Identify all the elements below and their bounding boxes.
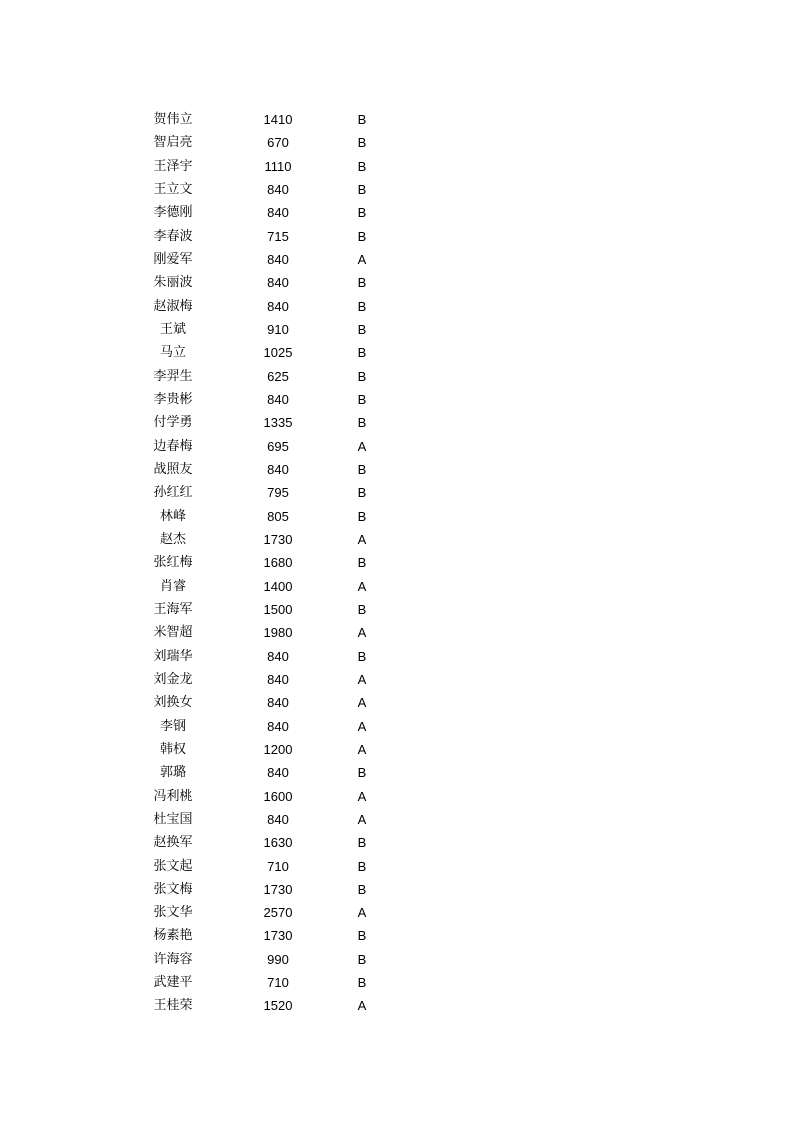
table-row <box>0 318 793 341</box>
amount-cell: 1980 <box>263 625 293 641</box>
amount-cell: 1520 <box>263 998 293 1014</box>
amount-cell: 795 <box>267 485 289 501</box>
table-row <box>0 761 793 784</box>
grade-cell: B <box>357 321 367 337</box>
table-row <box>0 785 793 808</box>
grade-cell: B <box>357 835 367 851</box>
name-cell: 杜宝国 <box>153 811 193 827</box>
table-row <box>0 435 793 458</box>
grade-cell: A <box>357 625 367 641</box>
name-cell: 智启亮 <box>153 135 193 151</box>
grade-cell: B <box>357 228 367 244</box>
table-row <box>0 505 793 528</box>
amount-cell: 1110 <box>264 158 292 174</box>
name-cell: 朱丽波 <box>153 275 193 291</box>
amount-cell: 840 <box>267 765 289 781</box>
name-cell: 王泽宇 <box>153 158 193 174</box>
name-cell: 冯利桃 <box>153 788 193 804</box>
table-row <box>0 295 793 318</box>
name-cell: 王海军 <box>153 601 193 617</box>
table-row <box>0 248 793 271</box>
amount-cell: 910 <box>267 321 289 337</box>
name-cell: 张文华 <box>153 905 193 921</box>
amount-cell: 1680 <box>263 555 293 571</box>
table-row <box>0 551 793 574</box>
table-row <box>0 831 793 854</box>
amount-cell: 840 <box>267 181 289 197</box>
amount-cell: 1335 <box>263 415 293 431</box>
grade-cell: A <box>357 718 367 734</box>
grade-cell: B <box>357 205 367 221</box>
grade-cell: B <box>357 555 367 571</box>
amount-cell: 840 <box>267 648 289 664</box>
name-cell: 付学勇 <box>153 415 193 431</box>
amount-cell: 1730 <box>263 928 293 944</box>
grade-cell: B <box>357 858 367 874</box>
name-cell: 许海容 <box>153 951 193 967</box>
table-row <box>0 365 793 388</box>
name-cell: 李德刚 <box>153 205 193 221</box>
grade-cell: B <box>357 112 367 127</box>
name-cell: 赵杰 <box>159 531 186 547</box>
table-row <box>0 598 793 621</box>
name-cell: 张文起 <box>153 858 193 874</box>
table-row <box>0 528 793 551</box>
table-row <box>0 108 793 131</box>
amount-cell: 840 <box>267 811 289 827</box>
name-cell: 张红梅 <box>153 555 193 571</box>
amount-cell: 1630 <box>263 835 293 851</box>
name-cell: 林峰 <box>159 508 186 524</box>
grade-cell: A <box>357 578 367 594</box>
amount-cell: 1400 <box>263 578 293 594</box>
table-row <box>0 878 793 901</box>
table-row <box>0 901 793 924</box>
amount-cell: 1025 <box>263 345 293 361</box>
grade-cell: B <box>357 415 367 431</box>
amount-cell: 695 <box>267 438 289 454</box>
grade-cell: B <box>357 368 367 384</box>
name-cell: 米智超 <box>153 625 193 641</box>
table-row <box>0 201 793 224</box>
grade-cell: B <box>357 485 367 501</box>
table-row <box>0 481 793 504</box>
grade-cell: A <box>357 531 367 547</box>
name-cell: 孙红红 <box>153 485 193 501</box>
name-cell: 刚爱军 <box>153 251 193 267</box>
amount-cell: 840 <box>267 718 289 734</box>
grade-cell: A <box>357 695 367 711</box>
amount-cell: 670 <box>267 135 289 151</box>
amount-cell: 1730 <box>263 881 293 897</box>
table-row <box>0 994 793 1017</box>
grade-cell: B <box>357 298 367 314</box>
amount-cell: 840 <box>267 251 289 267</box>
grade-cell: B <box>357 275 367 291</box>
name-cell: 马立 <box>159 345 186 361</box>
grade-cell: B <box>357 928 367 944</box>
grade-cell: A <box>357 811 367 827</box>
grade-cell: B <box>357 508 367 524</box>
amount-cell: 1410 <box>263 112 293 127</box>
name-cell: 张文梅 <box>153 881 193 897</box>
table-row <box>0 411 793 434</box>
amount-cell: 840 <box>267 391 289 407</box>
table-row <box>0 225 793 248</box>
name-cell: 李羿生 <box>153 368 193 384</box>
grade-cell: A <box>357 741 367 757</box>
name-cell: 王立文 <box>153 181 193 197</box>
name-cell: 李春波 <box>153 228 193 244</box>
table-row <box>0 621 793 644</box>
grade-cell: B <box>357 975 367 991</box>
grade-cell: B <box>357 648 367 664</box>
amount-cell: 840 <box>267 695 289 711</box>
amount-cell: 840 <box>267 298 289 314</box>
data-table <box>0 108 793 1018</box>
amount-cell: 1500 <box>263 601 293 617</box>
table-row <box>0 715 793 738</box>
grade-cell: B <box>357 765 367 781</box>
table-row <box>0 691 793 714</box>
table-row <box>0 924 793 947</box>
name-cell: 贺伟立 <box>153 112 193 127</box>
name-cell: 刘金龙 <box>153 671 193 687</box>
grade-cell: B <box>357 881 367 897</box>
amount-cell: 710 <box>267 858 289 874</box>
table-row <box>0 948 793 971</box>
table-row <box>0 738 793 761</box>
table-row <box>0 855 793 878</box>
table-row <box>0 575 793 598</box>
grade-cell: B <box>357 345 367 361</box>
amount-cell: 1730 <box>263 531 293 547</box>
table-row <box>0 645 793 668</box>
name-cell: 武建平 <box>153 975 193 991</box>
amount-cell: 1600 <box>263 788 293 804</box>
name-cell: 王桂荣 <box>153 998 193 1014</box>
grade-cell: B <box>357 181 367 197</box>
amount-cell: 625 <box>267 368 289 384</box>
table-row <box>0 131 793 154</box>
amount-cell: 715 <box>267 228 289 244</box>
grade-cell: A <box>357 671 367 687</box>
name-cell: 韩权 <box>159 741 186 757</box>
amount-cell: 710 <box>267 975 289 991</box>
grade-cell: B <box>357 158 367 174</box>
name-cell: 杨素艳 <box>153 928 193 944</box>
name-cell: 刘换女 <box>153 695 193 711</box>
grade-cell: B <box>357 951 367 967</box>
name-cell: 肖睿 <box>159 578 186 594</box>
name-cell: 李钢 <box>159 718 186 734</box>
amount-cell: 840 <box>267 275 289 291</box>
table-row <box>0 388 793 411</box>
amount-cell: 840 <box>267 671 289 687</box>
name-cell: 赵淑梅 <box>153 298 193 314</box>
table-row <box>0 971 793 994</box>
name-cell: 李贵彬 <box>153 391 193 407</box>
grade-cell: A <box>357 788 367 804</box>
grade-cell: B <box>357 135 367 151</box>
name-cell: 边春梅 <box>153 438 193 454</box>
name-cell: 王斌 <box>159 321 186 337</box>
grade-cell: B <box>357 461 367 477</box>
table-row <box>0 271 793 294</box>
name-cell: 赵换军 <box>153 835 193 851</box>
amount-cell: 840 <box>267 461 289 477</box>
grade-cell: A <box>357 438 367 454</box>
table-row <box>0 458 793 481</box>
name-cell: 郭璐 <box>159 765 186 781</box>
grade-cell: B <box>357 391 367 407</box>
name-cell: 刘瑞华 <box>153 648 193 664</box>
amount-cell: 840 <box>267 205 289 221</box>
table-row <box>0 155 793 178</box>
name-cell: 战照友 <box>153 461 193 477</box>
table-row <box>0 178 793 201</box>
amount-cell: 805 <box>267 508 289 524</box>
amount-cell: 2570 <box>263 905 293 921</box>
grade-cell: B <box>357 601 367 617</box>
amount-cell: 990 <box>267 951 289 967</box>
table-row <box>0 341 793 364</box>
table-row <box>0 808 793 831</box>
grade-cell: A <box>357 905 367 921</box>
amount-cell: 1200 <box>263 741 293 757</box>
table-row <box>0 668 793 691</box>
grade-cell: A <box>357 251 367 267</box>
grade-cell: A <box>357 998 367 1014</box>
